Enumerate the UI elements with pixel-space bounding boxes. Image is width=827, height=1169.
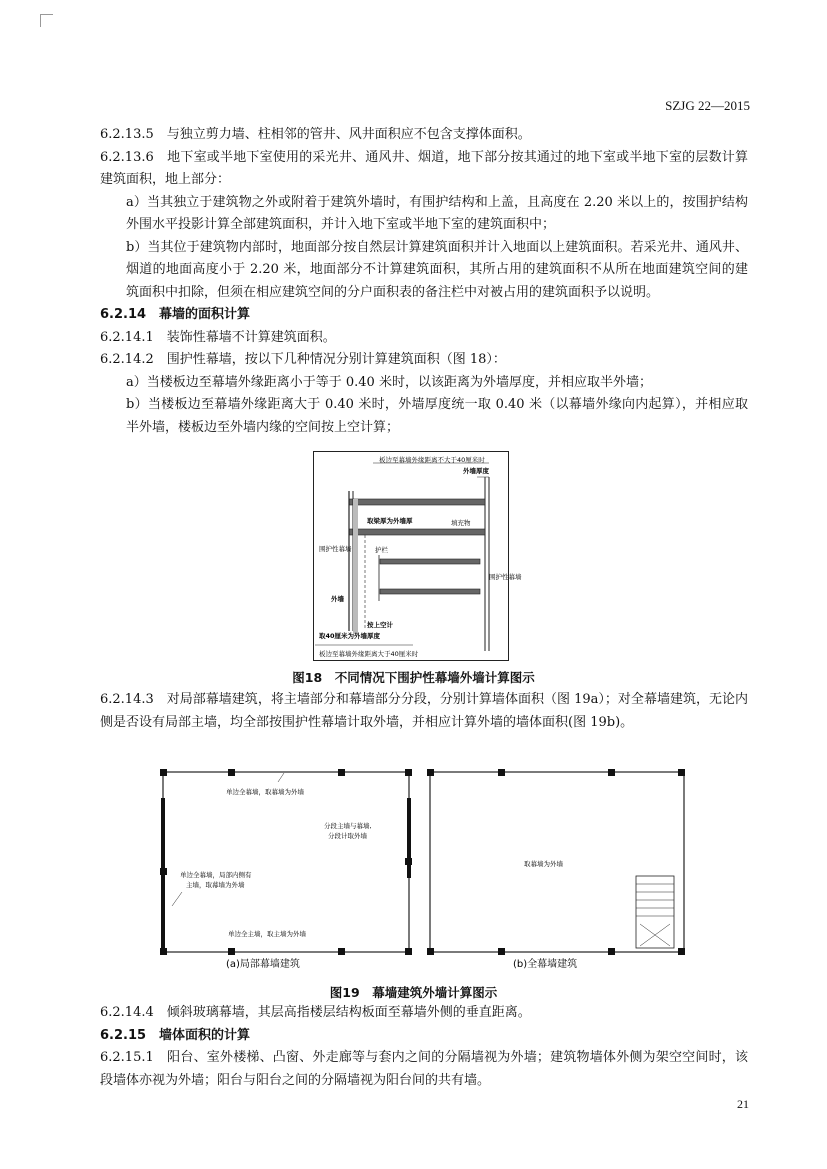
- fig19a-left-label-2: 主墙，取幕墙为外墙: [186, 881, 245, 889]
- paragraph: 6.2.15.1 阳台、室外楼梯、凸窗、外走廊等与套内之间的分隔墙视为外墙；建筑物墙体外侧为架空空间时，该段墙体亦视为外墙；阳台与阳台之间的分隔墙视为阳台间的共有墙。: [100, 1050, 748, 1088]
- fig18-outer-wall-label: 外墙: [331, 595, 344, 603]
- fig18-top-label: 板边至幕墙外缘距离不大于40厘米时: [379, 456, 485, 464]
- fig19a-left-label-1: 单边全幕墙，局部内侧有: [180, 871, 252, 879]
- fig19a-caption: (a)局部幕墙建筑: [226, 959, 300, 970]
- text-block-2: [100, 689, 748, 734]
- paragraph: 6.2.15 墙体面积的计算: [100, 1027, 251, 1043]
- figure-19: [158, 768, 688, 970]
- fig18-fill-label: 填充物: [451, 519, 471, 527]
- figure-18: [313, 451, 522, 665]
- paragraph: a）当其独立于建筑物之外或附着于建筑外墙时，有围护结构和上盖，且高度在 2.20 米以上的，按围护结构外围水平投影计算全部建筑面积，并计入地下室或半地下室的建筑面积中；: [126, 194, 748, 232]
- paragraph: 6.2.14.1 装饰性幕墙不计算建筑面积。: [100, 329, 336, 345]
- fig19a-top-label: 单边全幕墙，取幕墙为外墙: [226, 788, 304, 796]
- fig19b-center-label: 取幕墙为外墙: [524, 860, 563, 868]
- paragraph: b）当楼板边至幕墙外缘距离大于 0.40 米时，外墙厚度统一取 0.40 米（以幕墙外缘向内起算），并相应取半外墙，楼板边至外墙内缘的空间按上空计算；: [126, 397, 748, 435]
- text-block-1: [100, 124, 748, 439]
- fig18-wall-thickness-label: 外墙厚度: [463, 467, 489, 475]
- fig18-bottom-label: 板边至幕墙外缘距离大于40厘米时: [319, 650, 419, 658]
- fig18-40cm-label: 取40厘米为外墙厚度: [319, 632, 381, 640]
- fig19a-right-label-1: 分段主墙与幕墙,: [324, 822, 372, 830]
- fig18-right-curtain-label: 围护性幕墙: [489, 573, 522, 581]
- fig18-beam-label: 取梁厚为外墙厚: [367, 517, 413, 525]
- paragraph: 6.2.14 幕墙的面积计算: [100, 307, 251, 322]
- paragraph: 6.2.14.3 对局部幕墙建筑，将主墙部分和幕墙部分分段，分别计算墙体面积（图 19a）；对全幕墙建筑，无论内侧是否设有局部主墙，均全部按围护性幕墙计取外墙，并相应计算外墙的墙体面积(图 19b)。: [100, 692, 748, 730]
- crop-mark: [40, 14, 53, 27]
- fig19a-right-label-2: 分段计取外墙: [328, 832, 367, 840]
- paragraph: 6.2.14.2 围护性幕墙，按以下几种情况分别计算建筑面积（图 18）：: [100, 352, 506, 367]
- paragraph: 6.2.14.4 倾斜玻璃幕墙，其层高指楼层结构板面至幕墙外侧的垂直距离。: [100, 1005, 531, 1020]
- paragraph: 6.2.13.5 与独立剪力墙、柱相邻的管井、风井面积应不包含支撑体面积。: [100, 127, 531, 142]
- paragraph: a）当楼板边至幕墙外缘距离小于等于 0.40 米时，以该距离为外墙厚度，并相应取半外墙；: [126, 374, 652, 390]
- fig18-void-label: 按上空计: [367, 621, 393, 629]
- fig18-left-curtain-label: 围护性幕墙: [319, 545, 352, 553]
- figure-18-caption: 图18 不同情况下围护性幕墙外墙计算图示: [292, 670, 535, 685]
- figure-19-caption: 图19 幕墙建筑外墙计算图示: [329, 985, 498, 1000]
- paragraph: 6.2.13.6 地下室或半地下室使用的采光井、通风井、烟道，地下部分按其通过的地下室或半地下室的层数计算建筑面积，地上部分：: [100, 149, 748, 187]
- fig19a-bottom-label: 单边全主墙，取主墙为外墙: [228, 930, 306, 938]
- text-block-3: [100, 1002, 748, 1092]
- paragraph: b）当其位于建筑物内部时，地面部分按自然层计算建筑面积并计入地面以上建筑面积。若采光井、通风井、烟道的地面高度小于 2.20 米，地面部分不计算建筑面积，其所占用的建筑面积不从所在地面建筑空间的建筑面积中扣除，但须在相应建筑空间的分户面积表的备注栏中对被占用的建筑面积予以说明。: [126, 239, 748, 300]
- document-code: SZJG 22—2015: [665, 98, 750, 113]
- fig19b-caption: (b)全幕墙建筑: [513, 959, 578, 970]
- fig18-railing-label: 护栏: [375, 546, 388, 554]
- page-number: 21: [737, 1097, 749, 1111]
